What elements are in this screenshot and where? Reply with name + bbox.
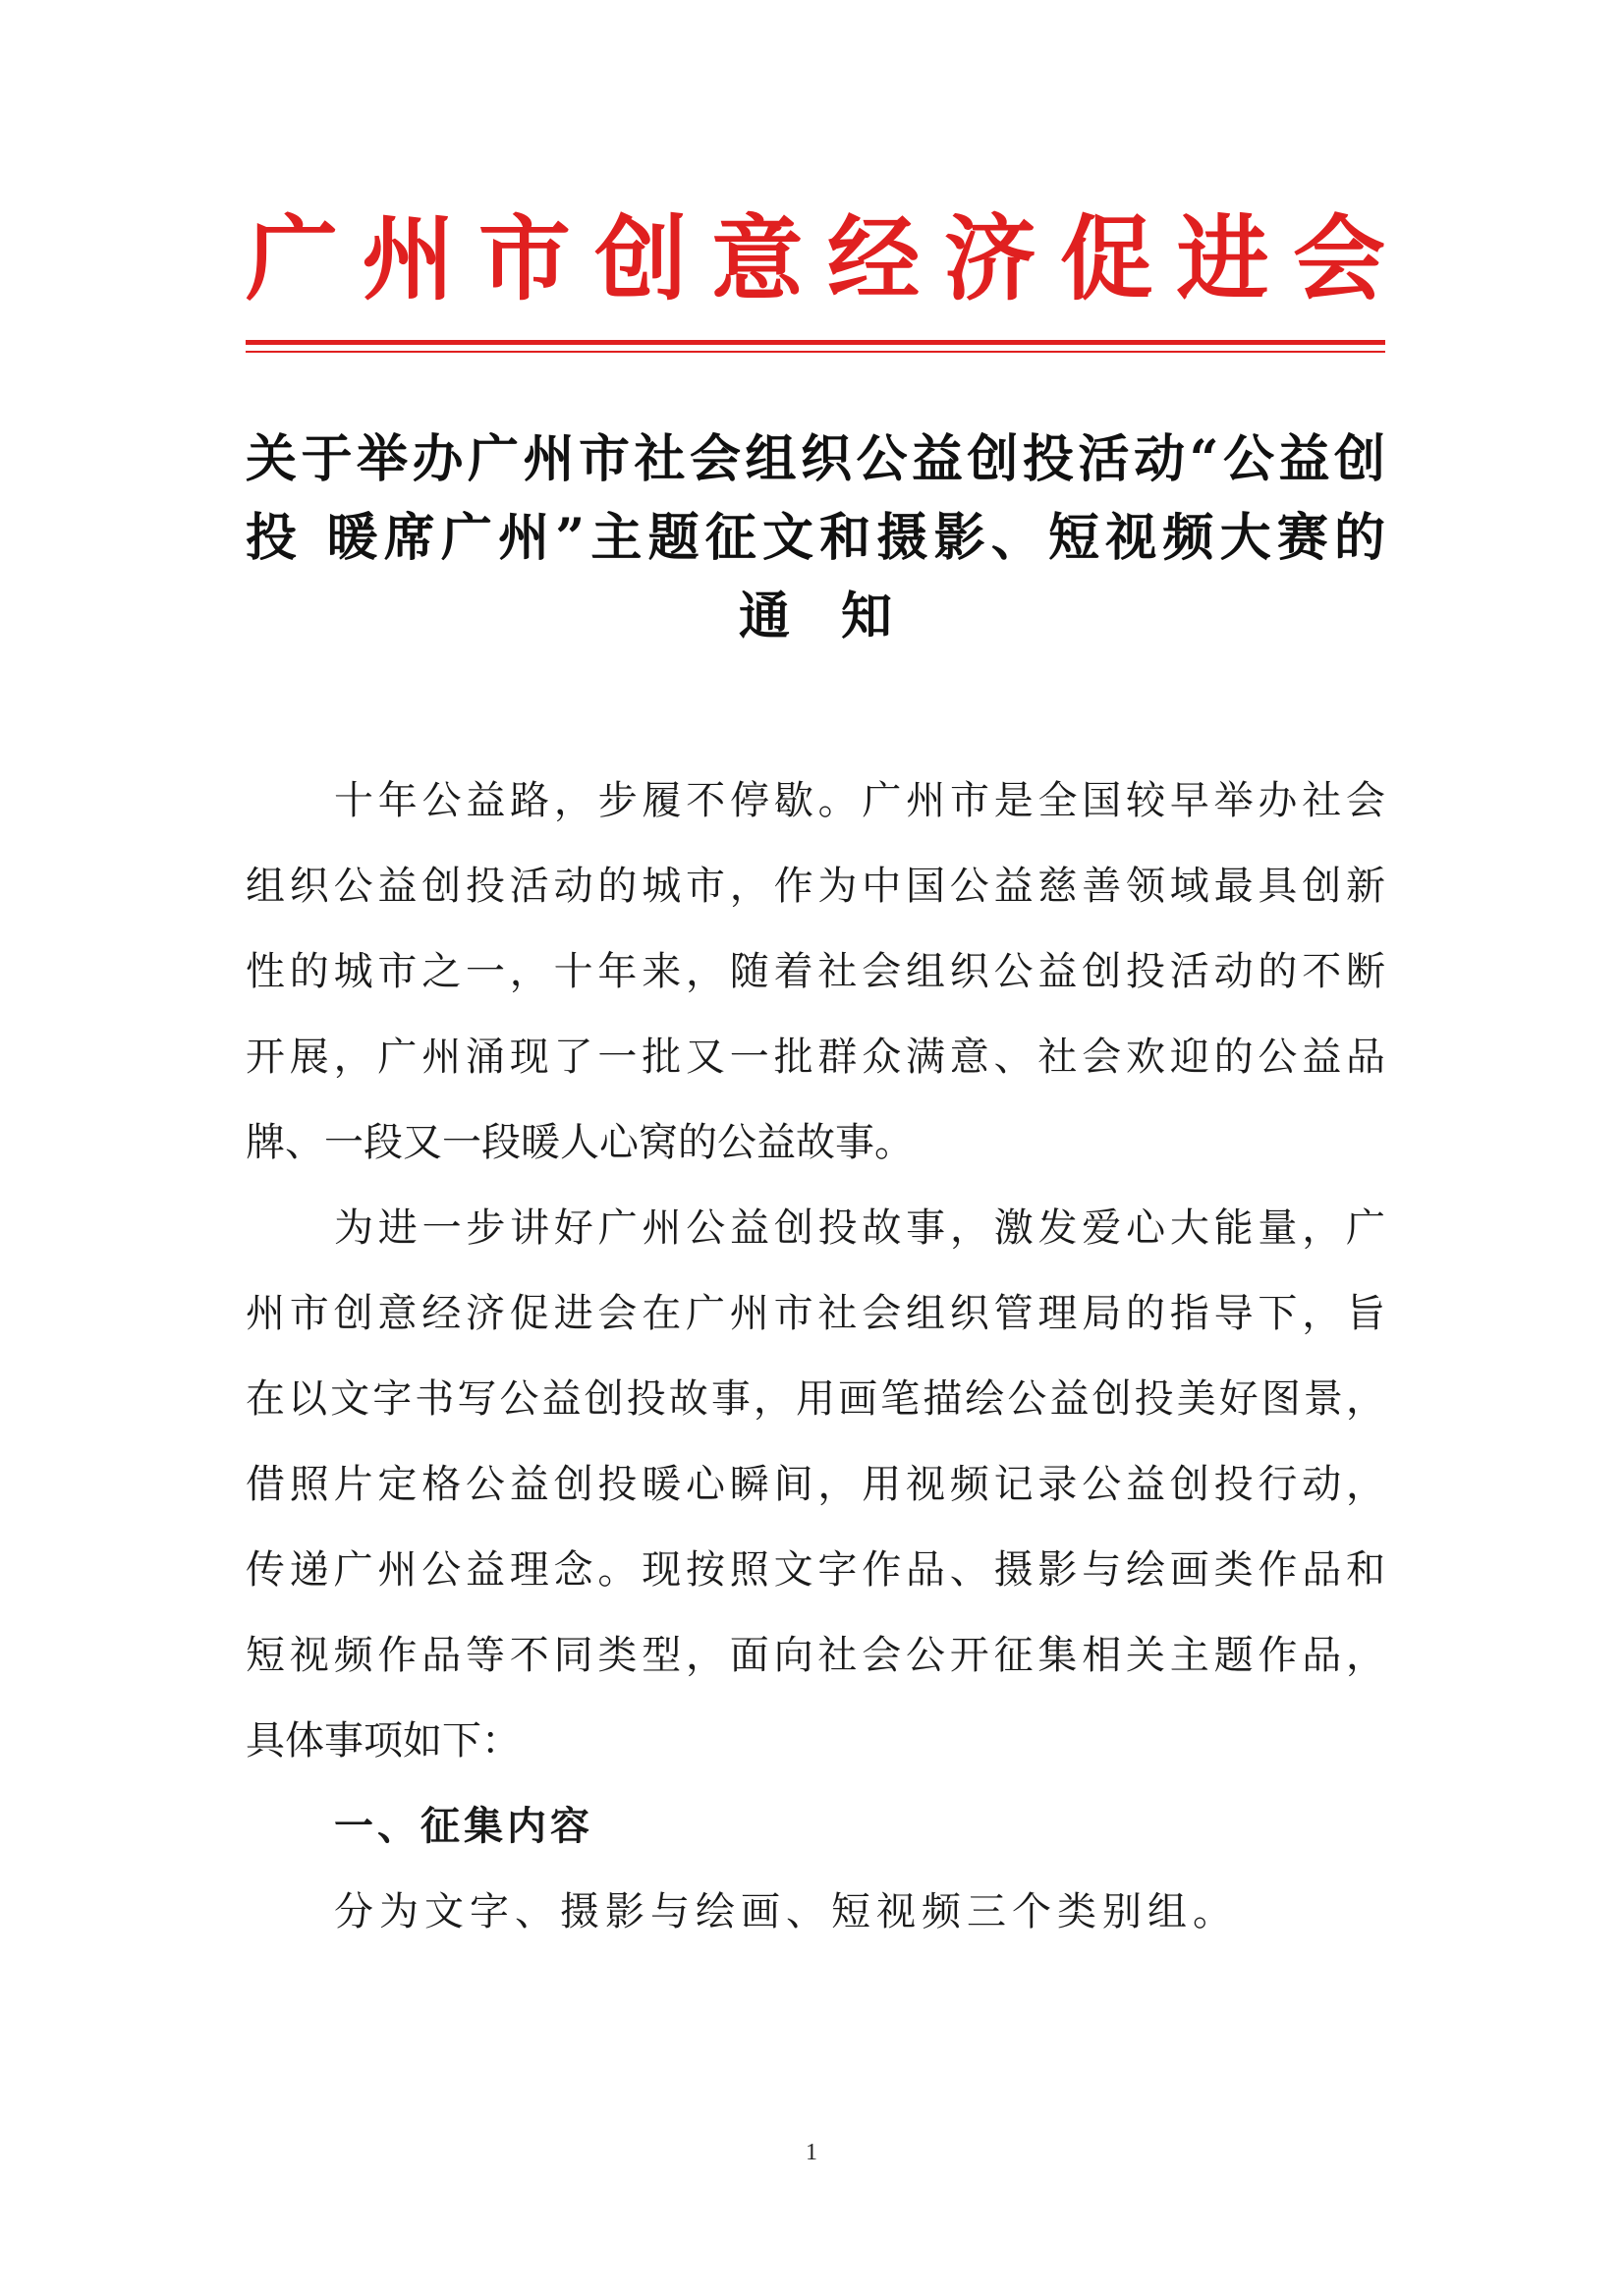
- page-number: 1: [806, 2140, 817, 2165]
- section-text: 分为文字、摄影与绘画、短视频三个类别组。: [334, 1889, 1238, 1934]
- paragraph-line: 组织公益创投活动的城市，作为中国公益慈善领域最具创新: [246, 864, 1385, 909]
- notice-title-line: 通知: [738, 587, 943, 646]
- paragraph-line: 州市创意经济促进会在广州市社会组织管理局的指导下，旨: [246, 1291, 1385, 1336]
- letterhead-rule-thick: [246, 340, 1385, 345]
- notice-title: [246, 420, 1385, 656]
- letterhead-rule-thin: [246, 351, 1385, 353]
- notice-title-line: 关于举办广州市社会组织公益创投活动“公益创: [246, 429, 1385, 489]
- notice-title-line: 投 暖席广州”主题征文和摄影、短视频大赛的: [246, 508, 1385, 568]
- paragraph-line: 性的城市之一，十年来，随着社会组织公益创投活动的不断: [246, 949, 1385, 994]
- paragraph-line: 具体事项如下：: [246, 1718, 521, 1764]
- paragraph-line: 为进一步讲好广州公益创投故事，激发爱心大能量，广: [334, 1205, 1385, 1251]
- paragraph-intro: [246, 758, 1385, 1186]
- notice-body: [246, 758, 1385, 1955]
- paragraph-line: 开展，广州涌现了一批又一批群众满意、社会欢迎的公益品: [246, 1035, 1385, 1080]
- paragraph-purpose: [246, 1186, 1385, 1784]
- paragraph-line: 牌、一段又一段暖人心窝的公益故事。: [246, 1120, 914, 1165]
- paragraph-line: 十年公益路，步履不停歇。广州市是全国较早举办社会: [334, 778, 1385, 823]
- paragraph-line: 短视频作品等不同类型，面向社会公开征集相关主题作品，: [246, 1633, 1385, 1678]
- paragraph-line: 传递广州公益理念。现按照文字作品、摄影与绘画类作品和: [246, 1547, 1385, 1593]
- letterhead-organization-name: 广州市创意经济促进会: [246, 206, 1385, 313]
- paragraph-line: 借照片定格公益创投暖心瞬间，用视频记录公益创投行动，: [246, 1462, 1385, 1507]
- paragraph-line: 在以文字书写公益创投故事，用画笔描绘公益创投美好图景，: [246, 1376, 1385, 1422]
- section-heading: 一、征集内容: [334, 1804, 593, 1849]
